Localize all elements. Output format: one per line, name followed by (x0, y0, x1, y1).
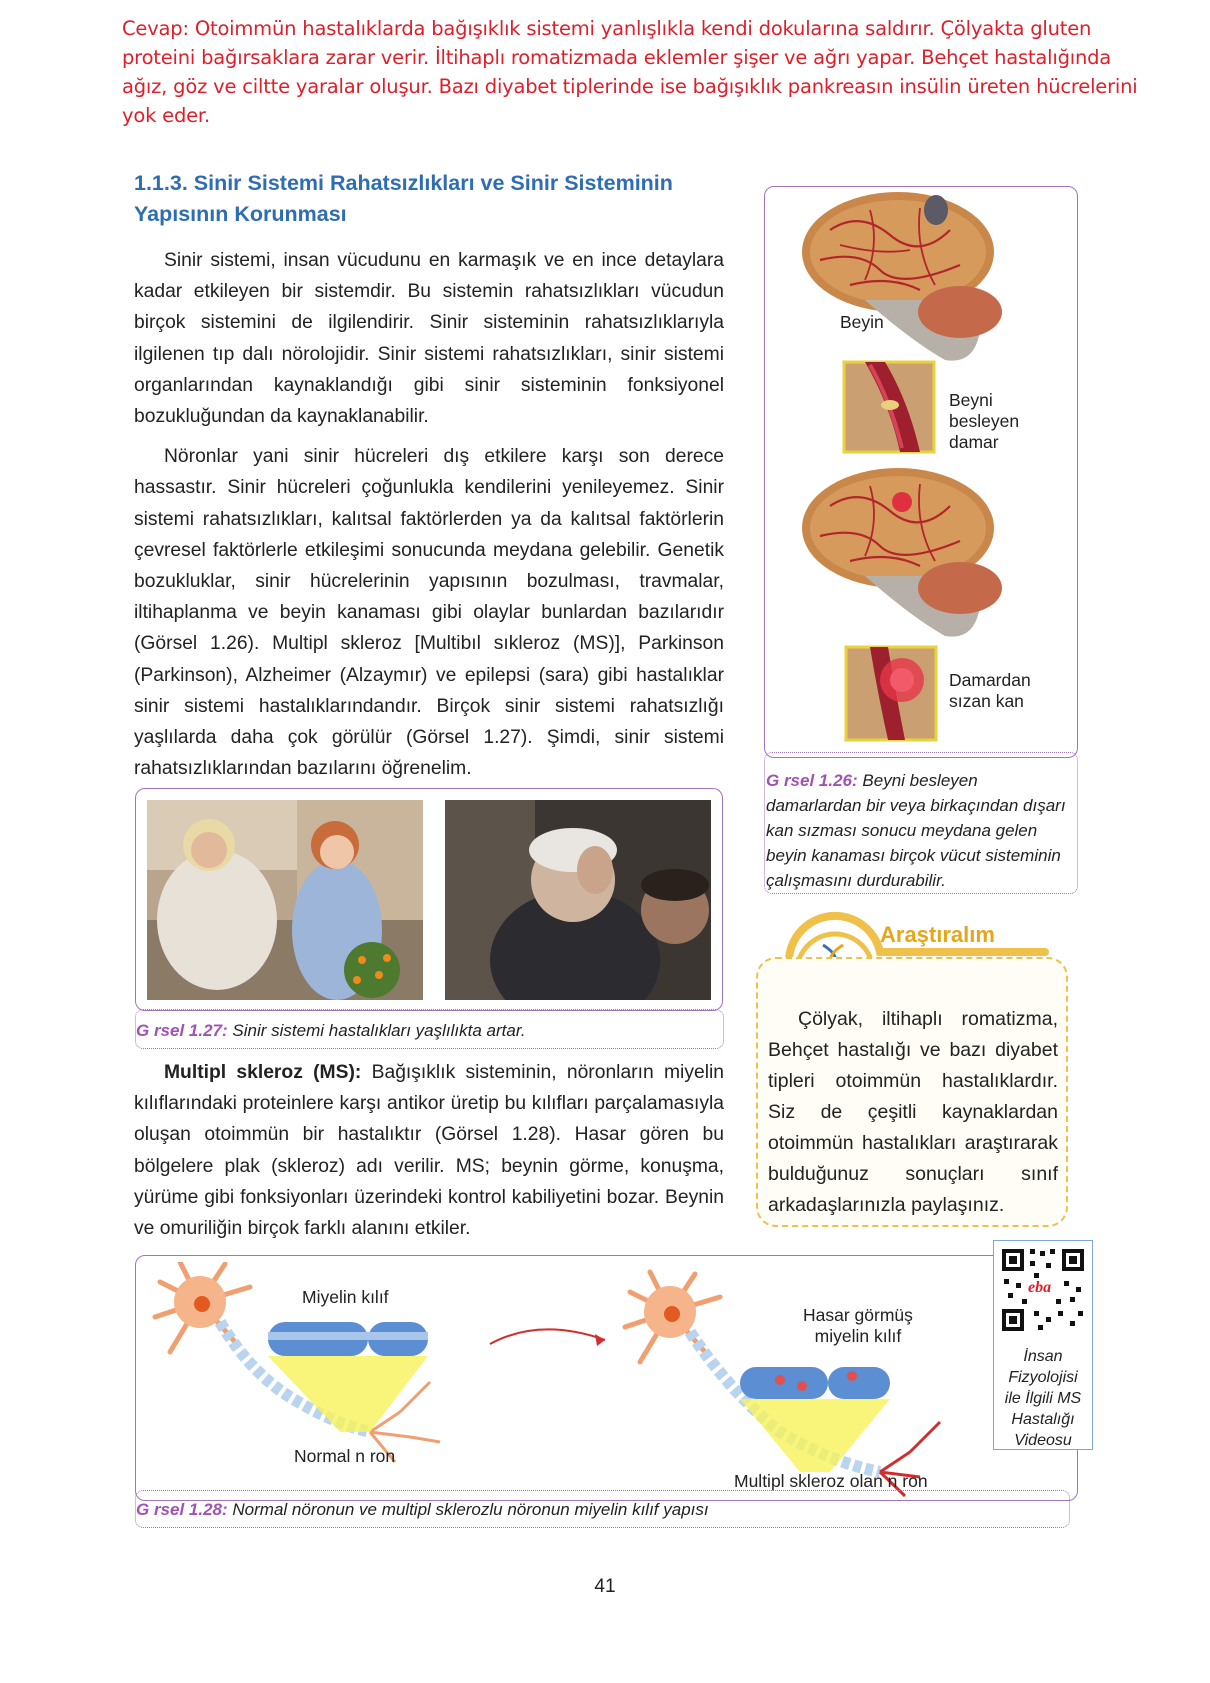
nurse-photo-illustration (147, 800, 423, 1000)
qr-caption: İnsan Fizyolojisi ile İlgili MS Hastalığı Videosu (1004, 1348, 1082, 1449)
figure-1-28-caption (136, 1497, 1056, 1522)
figure-1-26-illustration (770, 190, 1070, 745)
blood-vessel-icon (844, 362, 934, 452)
photo-nurse-with-elderly-woman (147, 800, 423, 1000)
ms-paragraph (134, 1057, 724, 1244)
answer-text: Cevap: Otoimmün hastalıklarda bağışıklık sistemi yanlışlıkla kendi dokularına saldırır. Çölyakta gluten proteini bağırsaklara zarar verir. İltihaplı romatizmada eklemler şişer ve ağrı yapar. Behçet hastalığında ağız, göz ve ciltte yaralar oluşur. Bazı diyabet tiplerinde ise bağışıklık pankreasın insülin üreten hücrelerini yok eder. (122, 17, 1138, 127)
figure-1-27-caption (136, 1018, 716, 1043)
label-hasar-gormus-miyelin: Hasar görmüş miyelin kılıf (803, 1305, 913, 1346)
caption-label: G rsel 1.26: (766, 771, 858, 790)
caption-text: Normal nöronun ve multipl sklerozlu nöronun miyelin kılıf yapısı (227, 1500, 709, 1519)
caption-label: G rsel 1.28: (136, 1500, 228, 1519)
research-title: Araştıralım (880, 922, 995, 947)
photo-elderly-man-headache (445, 800, 711, 1000)
label-beyin: Beyin (840, 312, 884, 332)
page-number: 41 (594, 1576, 616, 1597)
ms-definition: Bağışıklık sisteminin, nöronların miyelin kılıflarındaki proteinlere karşı antikor üretip bu kılıfları parçalamasıyla oluşan otoimmün bir hastalıktır (Görsel 1.28). Hasar gören bu bölgelere plak (skleroz) adı verilir. MS; beynin görme, konuşma, yürüme gibi fonksiyonları üzerindeki kontrol kabiliyetini bozar. Beynin ve omuriliğin birçok farklı alanını etkiler. (134, 1062, 724, 1240)
section-title: 1.1.3. Sinir Sistemi Rahatsızlıkları ve Sinir Sisteminin Yapısının Korunması (134, 171, 673, 226)
damaged-myelin-sheath-icon (740, 1367, 890, 1472)
research-text: Çölyak, iltihaplı romatizma, Behçet hastalığı ve bazı diyabet tipleri otoimmün hastalıklardır. Siz de çeşitli kaynaklardan otoimmün hastalıkları araştırarak bulduğunuz sonuçları sınıf arkadaşlarınızla paylaşınız. (768, 1008, 1058, 1216)
brain-icon (802, 192, 1002, 361)
caption-label: G rsel 1.27: (136, 1021, 228, 1040)
bleeding-vessel-icon (846, 647, 936, 740)
label-miyelin-kilif: Miyelin kılıf (302, 1287, 389, 1307)
elderly-man-photo-illustration (445, 800, 711, 1000)
arrow-icon (490, 1329, 605, 1344)
ms-term: Multipl skleroz (MS): (164, 1062, 362, 1083)
label-beyni-besleyen-damar: Beyni besleyen damar (949, 390, 1020, 452)
figure-1-26-caption (766, 768, 1071, 893)
paragraph-2: Nöronlar yani sinir hücreleri dış etkilere karşı son derece hassastır. Sinir hücreleri çoğunlukla kendilerini yenileyemez. Sinir sistemi rahatsızlıkları, kalıtsal faktörlerden ya da kalıtsal faktörlerin çevresel faktörlerle etkileşimi sonucunda meydana gelebilir. Genetik bozukluklar, sinir hücrelerinin yapısının bozulması, travmalar, iltihaplanma ve beyin kanaması gibi olaylar bunlardan bazılarıdır (Görsel 1.26). Multipl skleroz [Multibıl sıkleroz (MS)], Parkinson (Parkinson), Alzheimer (Alzaymır) ve epilepsi (sara) gibi hastalıklar sinir sistemi hastalıklarındandır. Birçok sinir sistemi rahatsızlığı yaşlılarda daha çok görülür (Görsel 1.27). Şimdi, sinir sistemi rahatsızlıklarından bazılarını öğrenelim. (134, 446, 724, 780)
paragraph-1: Sinir sistemi, insan vücudunu en karmaşık ve en ince detaylara kadar etkileyen bir sistemdir. Bu sistemin rahatsızlıkları vücudun birçok sistemini de ilgilendirir. Sinir sisteminin rahatsızlıklarıyla ilgilenen tıp dalı nörolojidir. Sinir sistemi rahatsızlıkları, sinir sistemi organlarından kaynaklandığı gibi sinir sisteminin fonksiyonel bozukluğundan da kaynaklanabilir. (134, 250, 724, 428)
qr-video-box[interactable] (993, 1240, 1093, 1450)
caption-text: Beyni besleyen damarlardan bir veya birkaçından dışarı kan sızması sonucu meydana gelen beyin kanaması birçok vücut sisteminin çalışmasını durdurabilir. (766, 771, 1066, 890)
intro-text (134, 245, 724, 784)
eba-logo: eba (1028, 1279, 1052, 1296)
brain-bleeding-icon (802, 468, 1002, 637)
label-damardan-sizan-kan: Damardan sızan kan (949, 670, 1031, 711)
label-ms-noron: Multipl skleroz olan n ron (734, 1471, 928, 1491)
caption-text: Sinir sistemi hastalıkları yaşlılıkta artar. (227, 1021, 526, 1040)
myelin-sheath-icon (268, 1322, 428, 1432)
figure-1-28-illustration (140, 1262, 1020, 1498)
label-normal-noron: Normal n ron (294, 1446, 396, 1466)
